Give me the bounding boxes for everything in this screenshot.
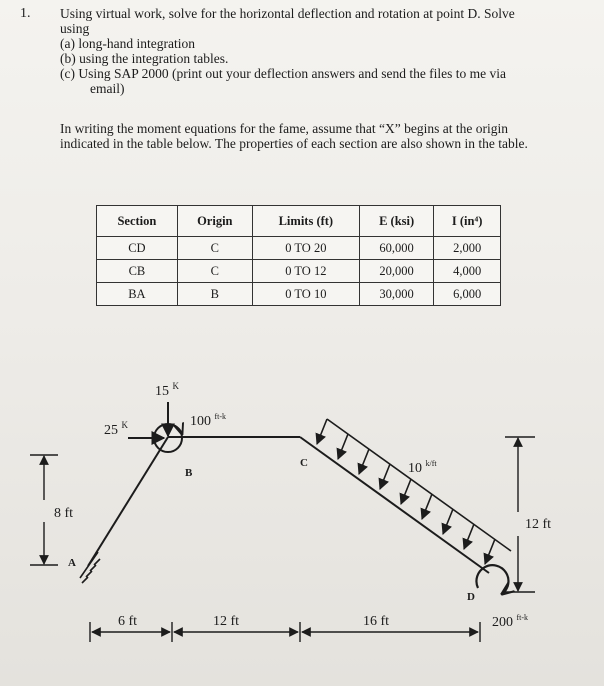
part-b: (b) using the integration tables. — [60, 51, 229, 66]
part-a: (a) long-hand integration — [60, 36, 195, 51]
member-cd — [300, 437, 489, 573]
horizontal-load-label: 25 $^K$ — [104, 420, 128, 438]
load-arrow — [317, 419, 327, 444]
dim-3-label: 16 ft — [363, 614, 390, 629]
table-cell: 6,000 — [434, 283, 501, 306]
table-header: E (ksi) — [359, 206, 433, 237]
point-a-label: A — [68, 557, 76, 569]
problem-number: 1. — [20, 6, 31, 21]
table-cell: 2,000 — [434, 237, 501, 260]
dim-right-label: 12 ft — [525, 517, 552, 532]
table-header: Limits (ft) — [252, 206, 359, 237]
statement-line: Using virtual work, solve for the horizontal deflection and rotation at point D. Solve — [60, 6, 515, 21]
table-cell: CB — [97, 260, 178, 283]
dim-1-label: 6 ft — [118, 614, 138, 629]
joint-b-loads — [128, 402, 182, 452]
table-cell: CD — [97, 237, 178, 260]
table-cell: 20,000 — [359, 260, 433, 283]
moment-d — [476, 565, 508, 594]
load-envelope — [327, 419, 511, 551]
instructions-line: indicated in the table below. The properties of each section are also shown in the table. — [60, 136, 528, 151]
load-arrow — [443, 509, 453, 534]
load-arrow — [338, 434, 348, 459]
table-cell: C — [177, 237, 252, 260]
dim-2-label: 12 ft — [213, 614, 240, 629]
pin-support-a — [80, 552, 100, 583]
instructions-line: In writing the moment equations for the fame, assume that “X” begins at the origin — [60, 121, 509, 136]
dimension-bottom — [90, 622, 480, 642]
table-cell: 0 TO 10 — [252, 283, 359, 306]
load-arrow — [422, 494, 432, 519]
moment-d-label: 200 $^{ft-k}$ — [492, 613, 529, 630]
diagram-labels — [54, 381, 551, 630]
table-header: Origin — [177, 206, 252, 237]
statement-line: using — [60, 21, 90, 36]
point-b-label: B — [185, 467, 193, 479]
dimension-right — [505, 437, 535, 592]
point-d-label: D — [467, 591, 475, 603]
point-c-label: C — [300, 457, 308, 469]
table-cell: C — [177, 260, 252, 283]
member-ab — [88, 437, 168, 566]
vertical-load-label: 15 $^K$ — [155, 381, 179, 399]
table-cell: 30,000 — [359, 283, 433, 306]
load-arrow — [485, 539, 495, 564]
distributed-load — [317, 419, 511, 564]
table-header: I (in⁴) — [434, 206, 501, 237]
table-cell: 4,000 — [434, 260, 501, 283]
table-header: Section — [97, 206, 178, 237]
table-cell: BA — [97, 283, 178, 306]
table-cell: 60,000 — [359, 237, 433, 260]
load-arrow — [464, 524, 474, 549]
moment-b-label: 100 $^{ft-k}$ — [190, 412, 227, 429]
dim-left-label: 8 ft — [54, 506, 74, 521]
load-arrow — [401, 479, 411, 504]
load-arrow — [380, 464, 390, 489]
table-cell: 0 TO 20 — [252, 237, 359, 260]
table-cell: 0 TO 12 — [252, 260, 359, 283]
table-cell: B — [177, 283, 252, 306]
part-c-continued: email) — [90, 81, 125, 96]
load-arrow — [359, 449, 369, 474]
distributed-load-label: 10 $^{k/ft}$ — [408, 459, 437, 476]
frame-members — [88, 437, 489, 573]
part-c: (c) Using SAP 2000 (print out your deflection answers and send the files to me via — [60, 66, 507, 81]
moment-d-arrow — [476, 565, 508, 594]
